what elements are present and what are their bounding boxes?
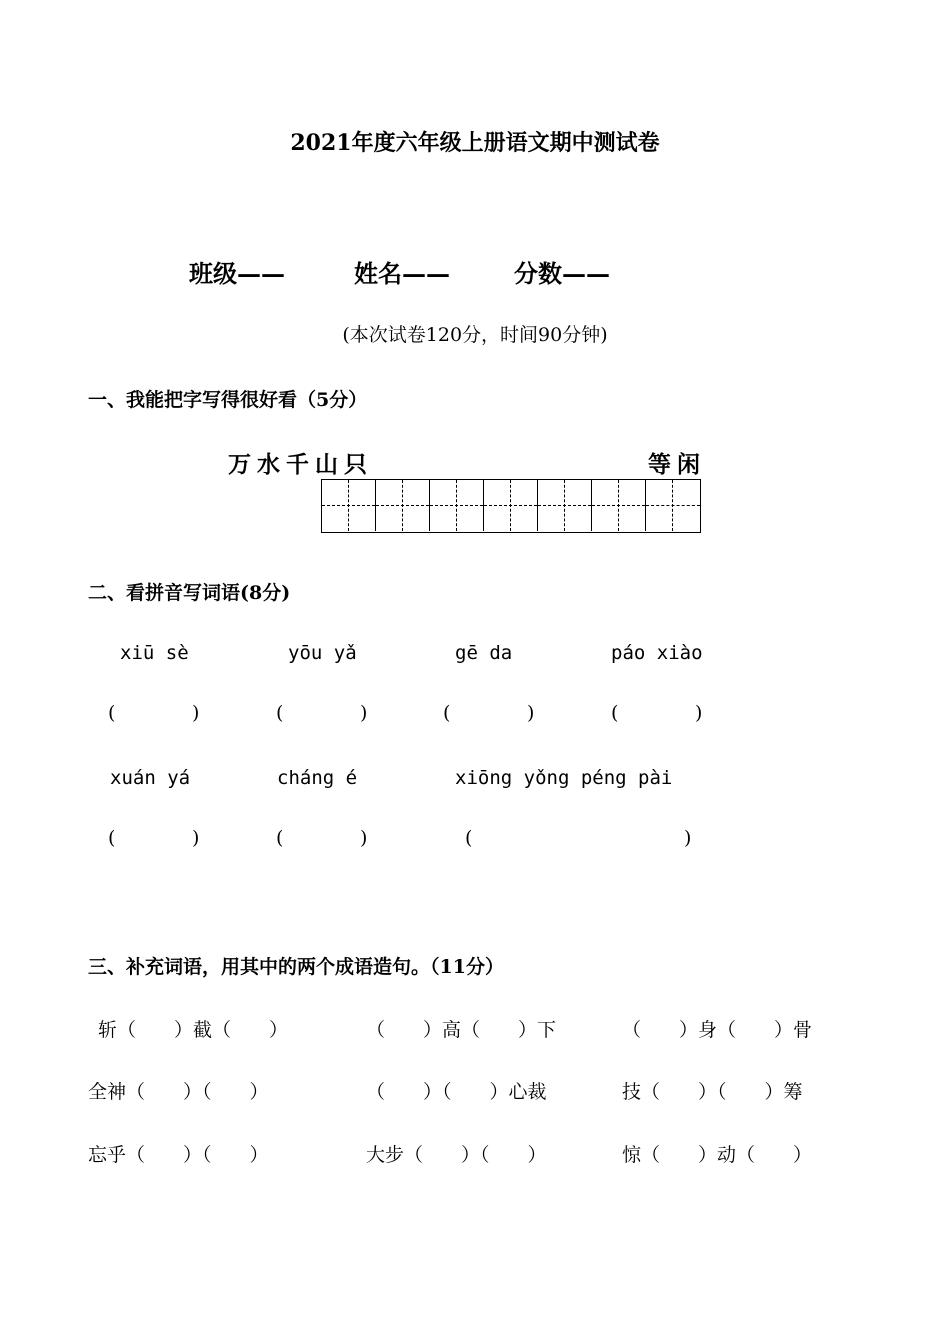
answer-open: (: [276, 827, 284, 849]
answer-open: (: [276, 702, 284, 724]
idiom-fill: 忘乎（ ）（ ）: [88, 1144, 269, 1166]
class-label: 班级——: [189, 259, 285, 288]
practice-chars-left: 万水千山只: [228, 451, 373, 478]
answer-close: ): [360, 702, 368, 724]
writing-cell[interactable]: [484, 480, 538, 531]
writing-cell[interactable]: [430, 480, 484, 531]
section1-heading: 一、我能把字写得很好看（5分）: [88, 389, 368, 411]
answer-open: (: [465, 827, 473, 849]
practice-chars-right: 等闲: [648, 451, 706, 478]
pinyin-7: xiōng yǒng péng pài: [455, 767, 673, 789]
idiom-fill: 斩（ ）截（ ）: [98, 1019, 289, 1041]
answer-close: ): [360, 827, 368, 849]
writing-cell[interactable]: [376, 480, 430, 531]
writing-cell[interactable]: [538, 480, 592, 531]
answer-open: (: [443, 702, 451, 724]
section2-heading: 二、看拼音写词语(8分): [88, 582, 291, 604]
pinyin-1: xiū sè: [120, 642, 189, 664]
answer-close: ): [684, 827, 692, 849]
idiom-fill: （ ）（ ）心裁: [366, 1081, 547, 1103]
answer-open: (: [108, 827, 116, 849]
answer-open: (: [611, 702, 619, 724]
idiom-fill: 技（ ）（ ）筹: [622, 1081, 803, 1103]
writing-cell[interactable]: [322, 480, 376, 531]
exam-note: (本次试卷120分，时间90分钟): [342, 324, 608, 346]
idiom-fill: 大步（ ）（ ）: [366, 1144, 547, 1166]
name-label: 姓名——: [354, 259, 450, 288]
answer-close: ): [192, 827, 200, 849]
writing-grid[interactable]: [321, 479, 701, 533]
page-title: 2021年度六年级上册语文期中测试卷: [290, 130, 660, 156]
answer-open: (: [108, 702, 116, 724]
writing-cell[interactable]: [646, 480, 700, 531]
pinyin-4: páo xiào: [611, 642, 703, 664]
idiom-fill: 全神（ ）（ ）: [88, 1081, 269, 1103]
idiom-fill: 惊（ ）动（ ）: [622, 1144, 813, 1166]
writing-cell[interactable]: [592, 480, 646, 531]
section3-heading: 三、补充词语，用其中的两个成语造句。（11分）: [88, 956, 504, 978]
score-label: 分数——: [514, 259, 610, 288]
answer-close: ): [695, 702, 703, 724]
pinyin-3: gē da: [455, 642, 513, 664]
pinyin-6: cháng é: [277, 767, 358, 789]
answer-close: ): [527, 702, 535, 724]
answer-close: ): [192, 702, 200, 724]
pinyin-5: xuán yá: [110, 767, 191, 789]
idiom-fill: （ ）高（ ）下: [366, 1019, 557, 1041]
idiom-fill: （ ）身（ ）骨: [622, 1019, 813, 1041]
pinyin-2: yōu yǎ: [288, 642, 357, 664]
